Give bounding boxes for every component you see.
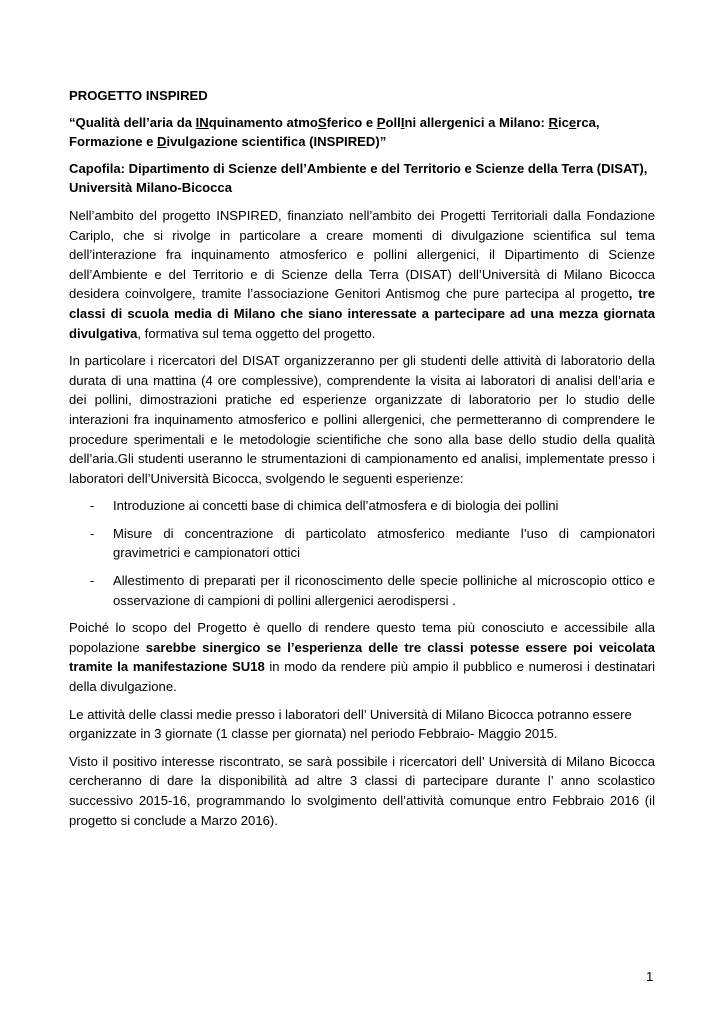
- activities-text-left: Gli studenti useranno le strumentazioni di campionamento ed analisi, implementate presso i laboratori dell’Università Bicocca, svolgendo le seguenti esperienze:: [69, 451, 655, 486]
- title-segment: ic: [558, 114, 569, 130]
- title-segment: “Qualità dell’aria da: [69, 114, 196, 130]
- dissemination-paragraph: [69, 618, 655, 696]
- list-item-text: Introduzione ai concetti base di chimica dell’atmosfera e di biologia dei pollini: [113, 498, 559, 514]
- title-segment: ivulgazione scientifica (INSPIRED)”: [166, 134, 387, 150]
- dissemination-bold-text: sarebbe sinergico se l’esperienza delle tre classi potesse essere poi veicolata tramite la manifestazione SU18: [69, 639, 655, 675]
- schedule-paragraph: Le attività delle classi medie presso i laboratori dell’ Università di Milano Bicocca potranno essere organizzate in 3 giornate (1 classe per giornata) nel periodo Febbraio- Maggio 2015.: [69, 706, 632, 742]
- list-item-text: Allestimento di preparati per il riconoscimento delle specie polliniche al microscopio ottico e osservazione di campioni di pollini allergenici aerodispersi .: [113, 573, 655, 608]
- acronym-letter: D: [157, 134, 167, 150]
- title-segment: rca, Formazione e: [69, 114, 600, 150]
- page-number: 1: [646, 969, 654, 984]
- project-full-title: [69, 113, 655, 152]
- acronym-letter: IN: [195, 114, 209, 130]
- title-segment: ni allergenici a Milano:: [404, 114, 549, 130]
- document-title: PROGETTO INSPIRED: [69, 88, 208, 103]
- acronym-letter: e: [568, 114, 577, 130]
- intro-bold-text: , tre classi di scuola media di Milano che siano interessate a partecipare ad una mezza giornata divulgativa: [69, 286, 656, 341]
- list-item: [69, 524, 655, 563]
- title-segment: oll: [385, 114, 401, 130]
- acronym-letter: S: [317, 114, 327, 130]
- acronym-letter: R: [548, 114, 558, 130]
- document-body: [69, 86, 655, 838]
- intro-text-end: , formativa sul tema oggetto del progetto.: [137, 325, 376, 341]
- list-item: [69, 496, 655, 516]
- list-item-text: Misure di concentrazione di particolato atmosferico mediante l’uso di campionatori gravimetrici e campionatori ottici: [113, 525, 655, 561]
- list-item: [69, 571, 655, 610]
- dissemination-text: Poiché lo scopo del Progetto è quello di rendere questo tema più conosciuto e accessibile alla popolazione: [69, 620, 655, 655]
- title-segment: quinamento atmo: [208, 114, 318, 130]
- activities-text: In particolare i ricercatori del DISAT organizzeranno per gli studenti delle attività di laboratorio della durata di una mattina (4 ore complessive), comprendente la visita ai laboratori di analisi dell’aria e dei pollini, dimostrazioni pratiche ed esperienze organizzate di laboratorio per lo studio delle interazioni fra inquinamento atmosferico e pollini allergenici, che permetteranno di comprendere le procedure sperimentali e le metodologie scientifiche che sono alla base dello studio della qualità dell’aria.: [69, 353, 655, 467]
- experiences-list: [69, 496, 655, 610]
- bullet-dash: -: [90, 525, 95, 541]
- acronym-letter: I: [400, 114, 405, 130]
- future-paragraph: Visto il positivo interesse riscontrato, se sarà possibile i ricercatori dell’ Università di Milano Bicocca cercheranno di dare la disponibilità ad altre 3 classi di partecipare durante l’ anno scolastico successivo 2015-16, programmando lo svolgimento dell’attività comunque entro Febbraio 2016 (il progetto si conclude a Marzo 2016).: [69, 753, 655, 828]
- bullet-dash: -: [90, 498, 95, 514]
- dissemination-text-end: in modo da rendere più ampio il pubblico e numerosi i destinatari della divulgazione.: [69, 659, 655, 695]
- bullet-dash: -: [90, 573, 95, 589]
- lead-partner: Capofila: Dipartimento di Scienze dell’Ambiente e del Territorio e Scienze della Terra (DISAT), Università Milano-Bicocca: [69, 160, 648, 196]
- intro-paragraph: [69, 206, 655, 343]
- acronym-letter: P: [376, 114, 386, 130]
- activities-paragraph: [69, 351, 655, 488]
- intro-text: Nell’ambito del progetto INSPIRED, finanziato nell’ambito dei Progetti Territoriali dalla Fondazione Cariplo, che si rivolge in particolare a creare momenti di divulgazione scientifica sul tema dell’interazione fra inquinamento atmosferico e pollini allergenici, il Dipartimento di Scienze dell’Ambiente e del Territorio e di Scienze della Terra (DISAT) dell’Università di Milano Bicocca desidera coinvolgere, tramite l’associazione Genitori Antismog che pure partecipa al progetto: [69, 207, 655, 302]
- title-segment: ferico e: [326, 114, 377, 130]
